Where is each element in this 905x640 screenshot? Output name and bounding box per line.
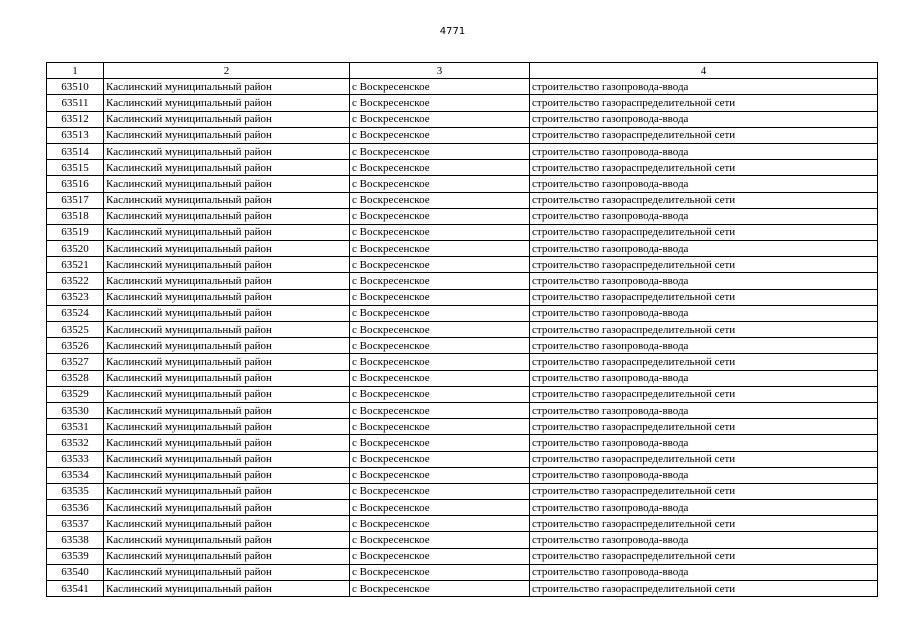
table-row bbox=[47, 516, 878, 532]
cell-settlement: с Воскресенское bbox=[350, 548, 530, 564]
cell-district: Каслинский муниципальный район bbox=[104, 564, 350, 580]
cell-number: 63511 bbox=[47, 95, 104, 111]
table-row bbox=[47, 581, 878, 597]
cell-number: 63516 bbox=[47, 176, 104, 192]
table-row bbox=[47, 192, 878, 208]
cell-district: Каслинский муниципальный район bbox=[104, 95, 350, 111]
cell-number: 63524 bbox=[47, 305, 104, 321]
cell-number: 63540 bbox=[47, 564, 104, 580]
column-header-1: 1 bbox=[47, 63, 104, 79]
cell-settlement: с Воскресенское bbox=[350, 483, 530, 499]
cell-work-type: строительство газопровода-ввода bbox=[530, 143, 878, 159]
cell-number: 63536 bbox=[47, 500, 104, 516]
cell-settlement: с Воскресенское bbox=[350, 354, 530, 370]
cell-settlement: с Воскресенское bbox=[350, 386, 530, 402]
cell-district: Каслинский муниципальный район bbox=[104, 289, 350, 305]
cell-work-type: строительство газораспределительной сети bbox=[530, 581, 878, 597]
column-header-2: 2 bbox=[104, 63, 350, 79]
cell-work-type: строительство газопровода-ввода bbox=[530, 338, 878, 354]
page-number: 4771 bbox=[439, 26, 466, 37]
cell-number: 63533 bbox=[47, 451, 104, 467]
cell-settlement: с Воскресенское bbox=[350, 208, 530, 224]
cell-district: Каслинский муниципальный район bbox=[104, 370, 350, 386]
cell-district: Каслинский муниципальный район bbox=[104, 257, 350, 273]
column-header-3: 3 bbox=[350, 63, 530, 79]
cell-district: Каслинский муниципальный район bbox=[104, 386, 350, 402]
cell-settlement: с Воскресенское bbox=[350, 532, 530, 548]
cell-number: 63523 bbox=[47, 289, 104, 305]
cell-district: Каслинский муниципальный район bbox=[104, 532, 350, 548]
cell-district: Каслинский муниципальный район bbox=[104, 338, 350, 354]
cell-settlement: с Воскресенское bbox=[350, 581, 530, 597]
cell-settlement: с Воскресенское bbox=[350, 257, 530, 273]
table-row bbox=[47, 532, 878, 548]
table-row bbox=[47, 208, 878, 224]
table-row bbox=[47, 224, 878, 240]
table-row bbox=[47, 451, 878, 467]
table-row bbox=[47, 176, 878, 192]
table-row bbox=[47, 548, 878, 564]
cell-settlement: с Воскресенское bbox=[350, 419, 530, 435]
cell-work-type: строительство газопровода-ввода bbox=[530, 564, 878, 580]
cell-settlement: с Воскресенское bbox=[350, 127, 530, 143]
cell-work-type: строительство газопровода-ввода bbox=[530, 273, 878, 289]
cell-number: 63518 bbox=[47, 208, 104, 224]
cell-work-type: строительство газопровода-ввода bbox=[530, 532, 878, 548]
table-row bbox=[47, 483, 878, 499]
cell-number: 63539 bbox=[47, 548, 104, 564]
cell-settlement: с Воскресенское bbox=[350, 322, 530, 338]
cell-number: 63537 bbox=[47, 516, 104, 532]
column-header-4: 4 bbox=[530, 63, 878, 79]
table-row bbox=[47, 386, 878, 402]
header-row bbox=[47, 63, 878, 79]
cell-number: 63513 bbox=[47, 127, 104, 143]
table-row bbox=[47, 402, 878, 418]
cell-number: 63512 bbox=[47, 111, 104, 127]
cell-settlement: с Воскресенское bbox=[350, 273, 530, 289]
cell-number: 63520 bbox=[47, 241, 104, 257]
table-row bbox=[47, 419, 878, 435]
cell-number: 63514 bbox=[47, 143, 104, 159]
cell-number: 63541 bbox=[47, 581, 104, 597]
cell-district: Каслинский муниципальный район bbox=[104, 548, 350, 564]
cell-number: 63531 bbox=[47, 419, 104, 435]
table-row bbox=[47, 257, 878, 273]
table-row bbox=[47, 564, 878, 580]
cell-district: Каслинский муниципальный район bbox=[104, 322, 350, 338]
cell-district: Каслинский муниципальный район bbox=[104, 224, 350, 240]
table-row bbox=[47, 143, 878, 159]
cell-number: 63519 bbox=[47, 224, 104, 240]
cell-district: Каслинский муниципальный район bbox=[104, 208, 350, 224]
table-row bbox=[47, 338, 878, 354]
cell-number: 63510 bbox=[47, 79, 104, 95]
cell-number: 63532 bbox=[47, 435, 104, 451]
cell-number: 63530 bbox=[47, 402, 104, 418]
cell-work-type: строительство газопровода-ввода bbox=[530, 79, 878, 95]
cell-settlement: с Воскресенское bbox=[350, 451, 530, 467]
cell-number: 63535 bbox=[47, 483, 104, 499]
cell-work-type: строительство газопровода-ввода bbox=[530, 241, 878, 257]
cell-district: Каслинский муниципальный район bbox=[104, 500, 350, 516]
table-row bbox=[47, 111, 878, 127]
cell-work-type: строительство газораспределительной сети bbox=[530, 483, 878, 499]
cell-work-type: строительство газораспределительной сети bbox=[530, 451, 878, 467]
cell-work-type: строительство газораспределительной сети bbox=[530, 516, 878, 532]
cell-number: 63515 bbox=[47, 160, 104, 176]
cell-work-type: строительство газораспределительной сети bbox=[530, 386, 878, 402]
table-body bbox=[47, 79, 878, 597]
cell-settlement: с Воскресенское bbox=[350, 224, 530, 240]
cell-work-type: строительство газопровода-ввода bbox=[530, 305, 878, 321]
table-row bbox=[47, 289, 878, 305]
document-table bbox=[46, 62, 878, 597]
table-row bbox=[47, 435, 878, 451]
cell-work-type: строительство газораспределительной сети bbox=[530, 289, 878, 305]
table-row bbox=[47, 354, 878, 370]
cell-district: Каслинский муниципальный район bbox=[104, 160, 350, 176]
cell-work-type: строительство газопровода-ввода bbox=[530, 176, 878, 192]
cell-number: 63521 bbox=[47, 257, 104, 273]
cell-work-type: строительство газораспределительной сети bbox=[530, 419, 878, 435]
cell-district: Каслинский муниципальный район bbox=[104, 483, 350, 499]
cell-work-type: строительство газопровода-ввода bbox=[530, 500, 878, 516]
cell-district: Каслинский муниципальный район bbox=[104, 79, 350, 95]
table-row bbox=[47, 160, 878, 176]
table-row bbox=[47, 322, 878, 338]
cell-settlement: с Воскресенское bbox=[350, 79, 530, 95]
cell-work-type: строительство газопровода-ввода bbox=[530, 370, 878, 386]
table-row bbox=[47, 305, 878, 321]
cell-work-type: строительство газопровода-ввода bbox=[530, 467, 878, 483]
cell-settlement: с Воскресенское bbox=[350, 500, 530, 516]
table-row bbox=[47, 127, 878, 143]
cell-district: Каслинский муниципальный район bbox=[104, 451, 350, 467]
cell-work-type: строительство газопровода-ввода bbox=[530, 402, 878, 418]
cell-number: 63522 bbox=[47, 273, 104, 289]
cell-district: Каслинский муниципальный район bbox=[104, 143, 350, 159]
cell-district: Каслинский муниципальный район bbox=[104, 192, 350, 208]
cell-district: Каслинский муниципальный район bbox=[104, 419, 350, 435]
table-row bbox=[47, 95, 878, 111]
cell-number: 63527 bbox=[47, 354, 104, 370]
cell-work-type: строительство газопровода-ввода bbox=[530, 208, 878, 224]
cell-district: Каслинский муниципальный район bbox=[104, 241, 350, 257]
cell-district: Каслинский муниципальный район bbox=[104, 305, 350, 321]
cell-settlement: с Воскресенское bbox=[350, 143, 530, 159]
table-row bbox=[47, 241, 878, 257]
cell-work-type: строительство газораспределительной сети bbox=[530, 95, 878, 111]
cell-district: Каслинский муниципальный район bbox=[104, 273, 350, 289]
cell-settlement: с Воскресенское bbox=[350, 305, 530, 321]
cell-settlement: с Воскресенское bbox=[350, 564, 530, 580]
cell-work-type: строительство газораспределительной сети bbox=[530, 322, 878, 338]
cell-settlement: с Воскресенское bbox=[350, 370, 530, 386]
cell-number: 63517 bbox=[47, 192, 104, 208]
cell-number: 63538 bbox=[47, 532, 104, 548]
cell-settlement: с Воскресенское bbox=[350, 402, 530, 418]
cell-settlement: с Воскресенское bbox=[350, 289, 530, 305]
cell-district: Каслинский муниципальный район bbox=[104, 435, 350, 451]
cell-work-type: строительство газораспределительной сети bbox=[530, 160, 878, 176]
cell-district: Каслинский муниципальный район bbox=[104, 354, 350, 370]
table-row bbox=[47, 467, 878, 483]
cell-work-type: строительство газораспределительной сети bbox=[530, 224, 878, 240]
table-row bbox=[47, 273, 878, 289]
cell-settlement: с Воскресенское bbox=[350, 160, 530, 176]
cell-work-type: строительство газораспределительной сети bbox=[530, 548, 878, 564]
cell-work-type: строительство газораспределительной сети bbox=[530, 127, 878, 143]
cell-settlement: с Воскресенское bbox=[350, 95, 530, 111]
cell-settlement: с Воскресенское bbox=[350, 176, 530, 192]
cell-district: Каслинский муниципальный район bbox=[104, 402, 350, 418]
table-row bbox=[47, 370, 878, 386]
cell-settlement: с Воскресенское bbox=[350, 516, 530, 532]
table-row bbox=[47, 79, 878, 95]
cell-settlement: с Воскресенское bbox=[350, 435, 530, 451]
cell-district: Каслинский муниципальный район bbox=[104, 176, 350, 192]
cell-district: Каслинский муниципальный район bbox=[104, 127, 350, 143]
cell-work-type: строительство газораспределительной сети bbox=[530, 354, 878, 370]
cell-settlement: с Воскресенское bbox=[350, 192, 530, 208]
cell-number: 63534 bbox=[47, 467, 104, 483]
cell-district: Каслинский муниципальный район bbox=[104, 581, 350, 597]
cell-settlement: с Воскресенское bbox=[350, 111, 530, 127]
cell-number: 63525 bbox=[47, 322, 104, 338]
cell-work-type: строительство газопровода-ввода bbox=[530, 435, 878, 451]
table-row bbox=[47, 500, 878, 516]
cell-district: Каслинский муниципальный район bbox=[104, 111, 350, 127]
table-header bbox=[47, 63, 878, 79]
cell-work-type: строительство газораспределительной сети bbox=[530, 257, 878, 273]
cell-settlement: с Воскресенское bbox=[350, 241, 530, 257]
cell-settlement: с Воскресенское bbox=[350, 338, 530, 354]
cell-district: Каслинский муниципальный район bbox=[104, 467, 350, 483]
cell-number: 63529 bbox=[47, 386, 104, 402]
cell-work-type: строительство газопровода-ввода bbox=[530, 111, 878, 127]
cell-district: Каслинский муниципальный район bbox=[104, 516, 350, 532]
cell-number: 63528 bbox=[47, 370, 104, 386]
cell-number: 63526 bbox=[47, 338, 104, 354]
cell-work-type: строительство газораспределительной сети bbox=[530, 192, 878, 208]
cell-settlement: с Воскресенское bbox=[350, 467, 530, 483]
